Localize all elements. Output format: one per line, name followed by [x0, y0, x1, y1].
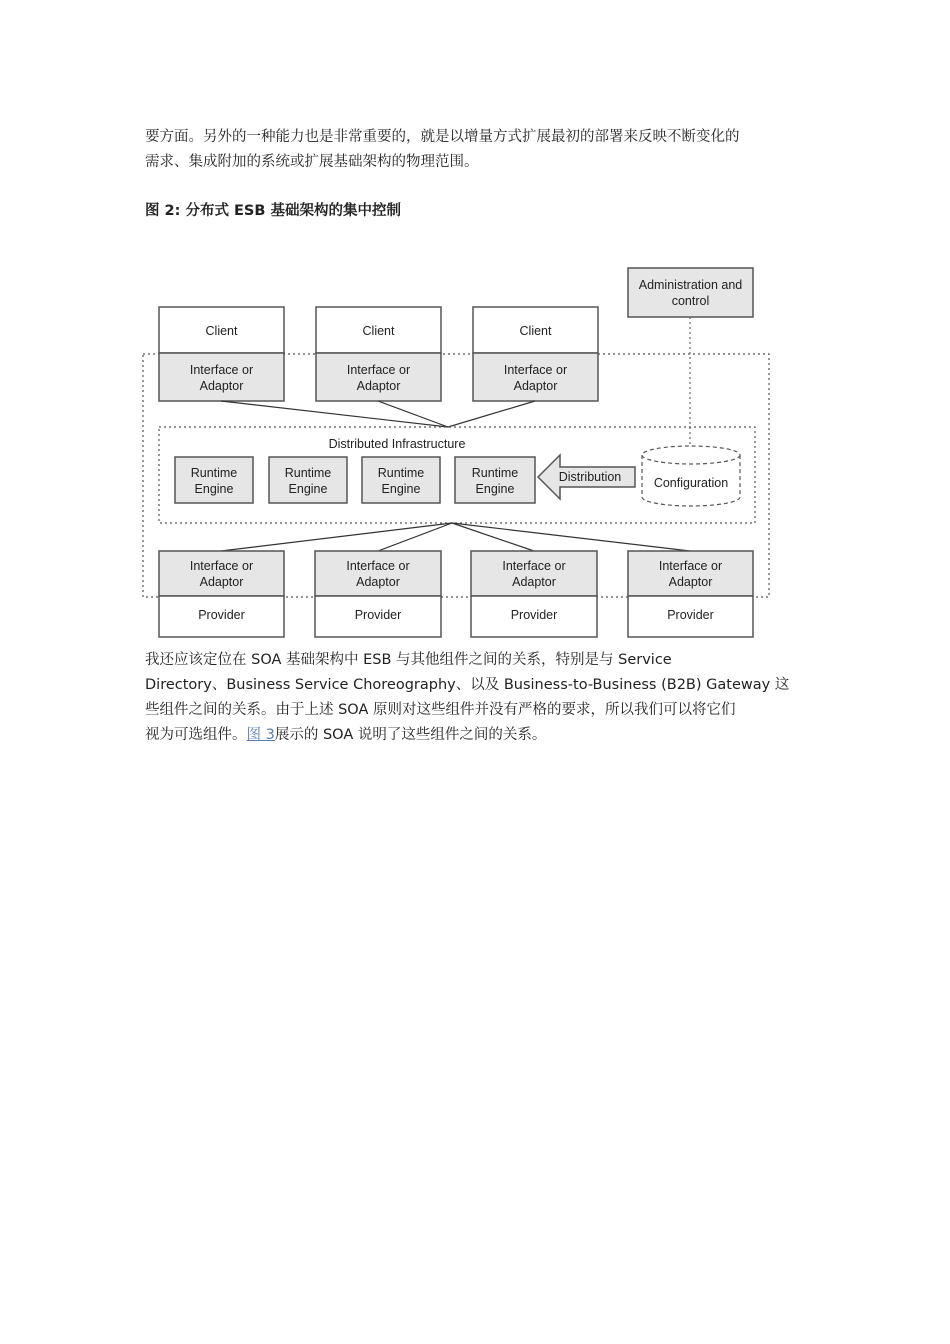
runtime-engine — [269, 457, 347, 503]
interface-label: Interface or — [189, 559, 254, 573]
runtime-engine-box — [362, 457, 440, 503]
engine-label: Runtime — [471, 466, 519, 480]
runtime-engine-box — [269, 457, 347, 503]
connector-line — [452, 523, 534, 551]
body-text: 展示的 SOA 说明了这些组件之间的关系。 — [274, 727, 547, 743]
client-label: Client — [519, 324, 552, 338]
body-line — [145, 723, 805, 748]
interface-label: Adaptor — [199, 379, 244, 393]
interface-label: Interface or — [658, 559, 723, 573]
client-stack — [473, 307, 598, 401]
engine-label: Engine — [288, 482, 328, 496]
interface-label: Adaptor — [199, 575, 244, 589]
runtime-engine — [455, 457, 535, 503]
engine-label: Engine — [475, 482, 515, 496]
client-stack — [159, 307, 284, 401]
interface-label: Interface or — [346, 363, 411, 377]
interface-label: Interface or — [502, 559, 566, 573]
admin-box — [628, 268, 753, 317]
figure-caption: 图 2: 分布式 ESB 基础架构的集中控制 — [145, 203, 401, 219]
interface-label: Adaptor — [513, 379, 558, 393]
admin-label: control — [671, 294, 710, 308]
engine-label: Engine — [194, 482, 234, 496]
connector-line — [452, 523, 690, 551]
provider-interface-box — [628, 551, 753, 596]
provider-label: Provider — [510, 608, 558, 622]
interface-label: Adaptor — [356, 575, 400, 589]
engine-label: Runtime — [284, 466, 332, 480]
provider-label: Provider — [198, 608, 245, 622]
client-stack — [316, 307, 441, 401]
body-line: 我还应该定位在 SOA 基础架构中 ESB 与其他组件之间的关系，特别是与 Service — [145, 652, 672, 668]
provider-stack — [159, 551, 284, 637]
interface-label: Adaptor — [356, 379, 401, 393]
body-line: Directory、Business Service Choreography、以及 Business-to-Business (B2B) Gateway 这 — [145, 677, 790, 693]
body-line: 些组件之间的关系。由于上述 SOA 原则对这些组件并没有严格的要求，所以我们可以将它们 — [145, 702, 736, 718]
provider-label: Provider — [354, 608, 402, 622]
client-interface-box — [473, 353, 598, 401]
connector-line — [448, 401, 535, 427]
client-label: Client — [205, 324, 238, 338]
interface-label: Adaptor — [512, 575, 556, 589]
infrastructure-label: Distributed Infrastructure — [328, 437, 466, 451]
engine-label: Engine — [381, 482, 421, 496]
provider-stack — [315, 551, 441, 637]
runtime-engine — [175, 457, 253, 503]
provider-stack — [628, 551, 753, 637]
provider-interface-box — [315, 551, 441, 596]
client-interface-box — [159, 353, 284, 401]
interface-label: Interface or — [346, 559, 410, 573]
provider-interface-box — [159, 551, 284, 596]
connector-line — [221, 523, 452, 551]
body-text: 视为可选组件。 — [145, 727, 247, 743]
runtime-engine-box — [455, 457, 535, 503]
interface-label: Adaptor — [668, 575, 713, 589]
intro-line: 需求、集成附加的系统或扩展基础架构的物理范围。 — [145, 154, 479, 170]
intro-line: 要方面。另外的一种能力也是非常重要的，就是以增量方式扩展最初的部署来反映不断变化的 — [145, 129, 740, 145]
body-paragraph — [145, 648, 805, 748]
distribution-label: Distribution — [558, 470, 622, 484]
runtime-engine — [362, 457, 440, 503]
interface-label: Interface or — [503, 363, 568, 377]
admin-label: Administration and — [638, 278, 743, 292]
figure-3-link[interactable]: 图 3 — [246, 727, 275, 743]
esb-diagram — [0, 0, 950, 660]
client-label: Client — [362, 324, 395, 338]
provider-label: Provider — [667, 608, 714, 622]
runtime-engine-box — [175, 457, 253, 503]
client-interface-box — [316, 353, 441, 401]
configuration-label: Configuration — [653, 476, 729, 490]
interface-label: Interface or — [189, 363, 254, 377]
provider-interface-box — [471, 551, 597, 596]
engine-label: Runtime — [377, 466, 425, 480]
provider-stack — [471, 551, 597, 637]
engine-label: Runtime — [190, 466, 238, 480]
